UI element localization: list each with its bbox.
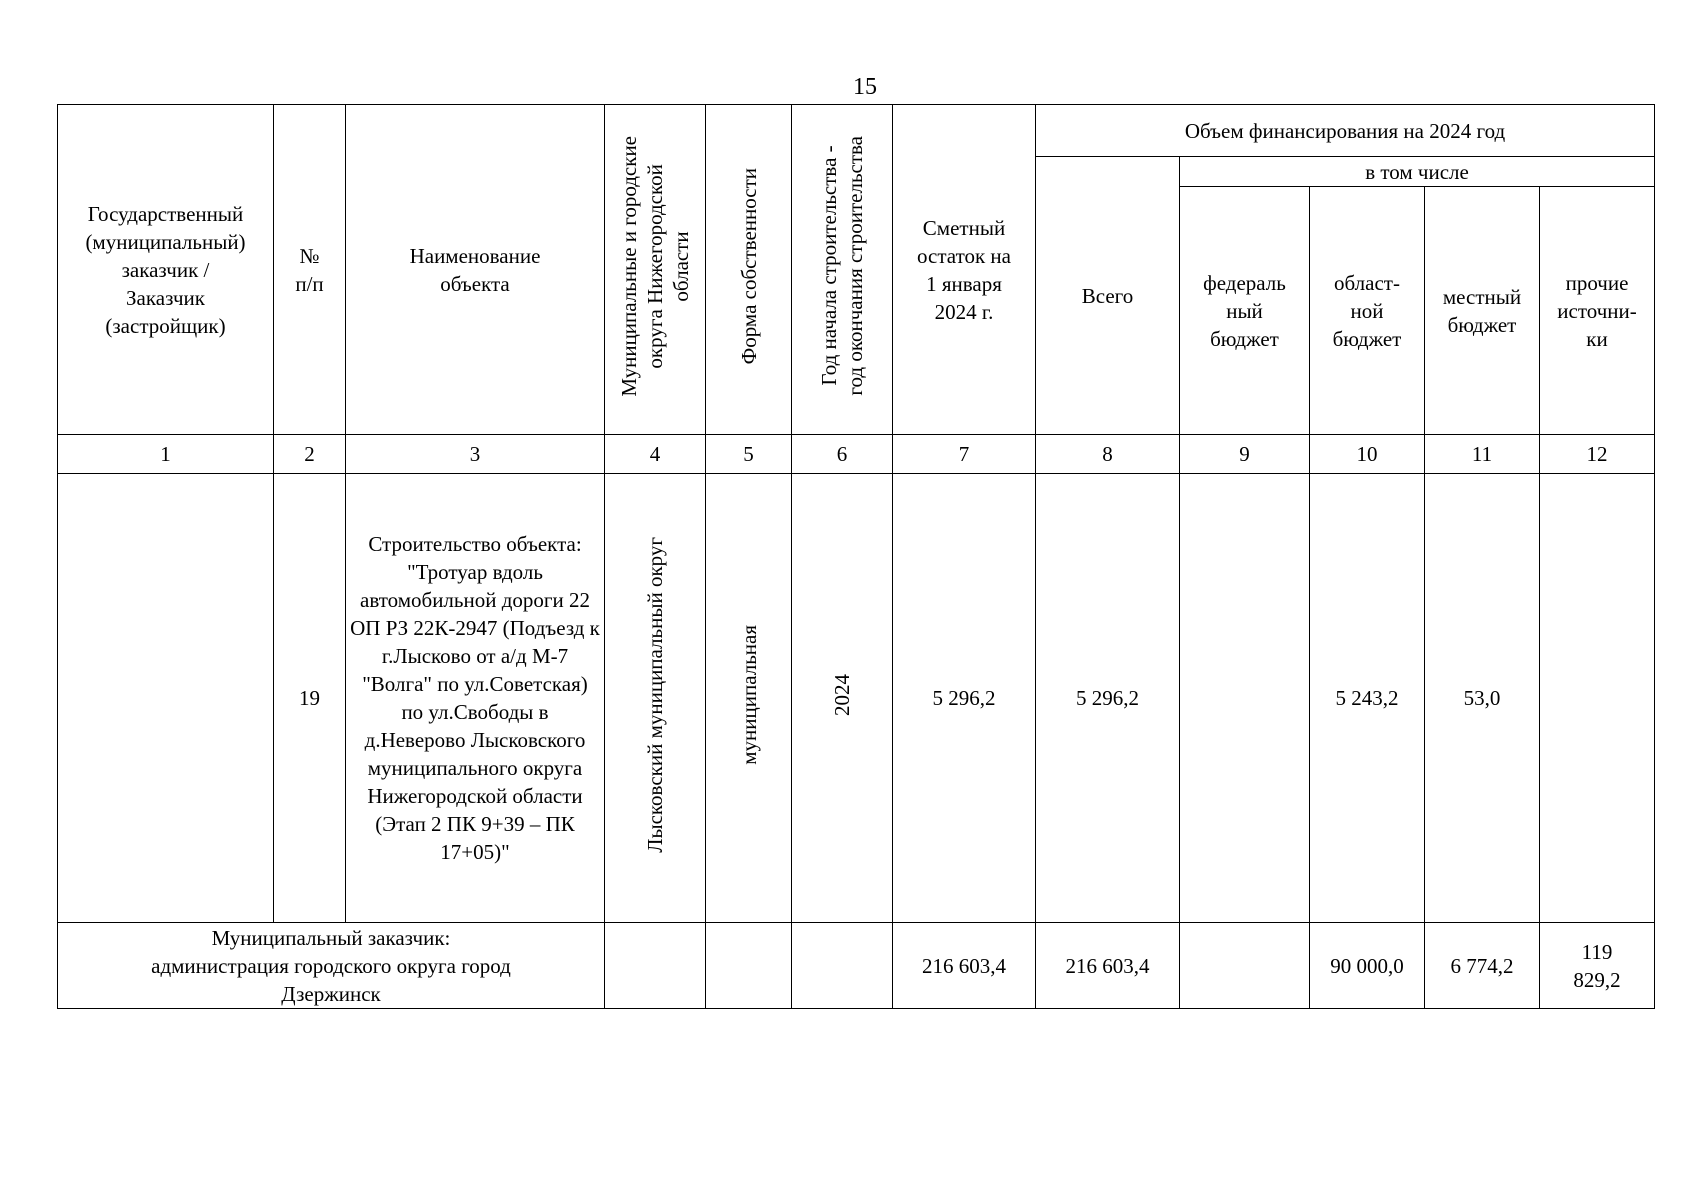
row-district-text: Лысковский муниципальный округ bbox=[643, 536, 667, 853]
page-number: 15 bbox=[853, 74, 877, 100]
summary-federal bbox=[1180, 923, 1310, 1009]
header-regional: област- ной бюджет bbox=[1310, 187, 1425, 435]
column-number: 2 bbox=[274, 435, 346, 474]
row-ownership-text: муниципальная bbox=[736, 624, 761, 765]
summary-customer-label: Муниципальный заказчик: администрация городского округа город Дзержинск bbox=[58, 923, 605, 1009]
summary-empty-cell bbox=[706, 923, 792, 1009]
column-number: 8 bbox=[1036, 435, 1180, 474]
header-district bbox=[605, 105, 706, 435]
row-years-text: 2024 bbox=[830, 673, 854, 716]
header-total: Всего bbox=[1036, 157, 1180, 435]
row-ownership bbox=[706, 474, 792, 923]
row-regional: 5 243,2 bbox=[1310, 474, 1425, 923]
column-number: 6 bbox=[792, 435, 893, 474]
row-local: 53,0 bbox=[1425, 474, 1540, 923]
summary-empty-cell bbox=[792, 923, 893, 1009]
header-funding-group: Объем финансирования на 2024 год bbox=[1036, 105, 1655, 157]
column-number: 5 bbox=[706, 435, 792, 474]
header-subgroup: в том числе bbox=[1180, 157, 1655, 187]
summary-row bbox=[58, 923, 1655, 1009]
header-other: прочие источни- ки bbox=[1540, 187, 1655, 435]
row-years bbox=[792, 474, 893, 923]
row-federal bbox=[1180, 474, 1310, 923]
row-total: 5 296,2 bbox=[1036, 474, 1180, 923]
summary-other: 119 829,2 bbox=[1540, 923, 1655, 1009]
column-number: 11 bbox=[1425, 435, 1540, 474]
column-number: 7 bbox=[893, 435, 1036, 474]
row-customer bbox=[58, 474, 274, 923]
row-estimate-balance: 5 296,2 bbox=[893, 474, 1036, 923]
header-ownership bbox=[706, 105, 792, 435]
summary-empty-cell bbox=[605, 923, 706, 1009]
header-federal: федераль ный бюджет bbox=[1180, 187, 1310, 435]
column-numbers-row bbox=[58, 435, 1655, 474]
row-other bbox=[1540, 474, 1655, 923]
summary-estimate-balance: 216 603,4 bbox=[893, 923, 1036, 1009]
summary-local: 6 774,2 bbox=[1425, 923, 1540, 1009]
column-number: 10 bbox=[1310, 435, 1425, 474]
header-years bbox=[792, 105, 893, 435]
row-district bbox=[605, 474, 706, 923]
header-customer: Государственный (муниципальный) заказчик / Заказчик (застройщик) bbox=[58, 105, 274, 435]
header-row-top bbox=[58, 105, 1655, 157]
row-number: 19 bbox=[274, 474, 346, 923]
column-number: 1 bbox=[58, 435, 274, 474]
column-number: 4 bbox=[605, 435, 706, 474]
row-object-name: Строительство объекта: "Тротуар вдоль автомобильной дороги 22 ОП РЗ 22К-2947 (Подъезд к г.Лысково от а/д М-7 "Волга" по ул.Советская) по ул.Свободы в д.Неверово Лысковского муниципального округа Нижегородской области (Этап 2 ПК 9+39 – ПК 17+05)" bbox=[346, 474, 605, 923]
header-number: № п/п bbox=[274, 105, 346, 435]
summary-total: 216 603,4 bbox=[1036, 923, 1180, 1009]
financing-table bbox=[57, 104, 1655, 1009]
column-number: 3 bbox=[346, 435, 605, 474]
summary-regional: 90 000,0 bbox=[1310, 923, 1425, 1009]
header-estimate-balance: Сметный остаток на 1 января 2024 г. bbox=[893, 105, 1036, 435]
table-row bbox=[58, 474, 1655, 923]
header-ownership-text: Форма собственности bbox=[736, 167, 761, 365]
header-district-text: Муниципальные и городские округа Нижегородской области bbox=[617, 135, 693, 397]
column-number: 12 bbox=[1540, 435, 1655, 474]
header-local: местный бюджет bbox=[1425, 187, 1540, 435]
header-object-name: Наименование объекта bbox=[346, 105, 605, 435]
column-number: 9 bbox=[1180, 435, 1310, 474]
header-years-text: Год начала строительства - год окончания строительства bbox=[817, 136, 867, 396]
